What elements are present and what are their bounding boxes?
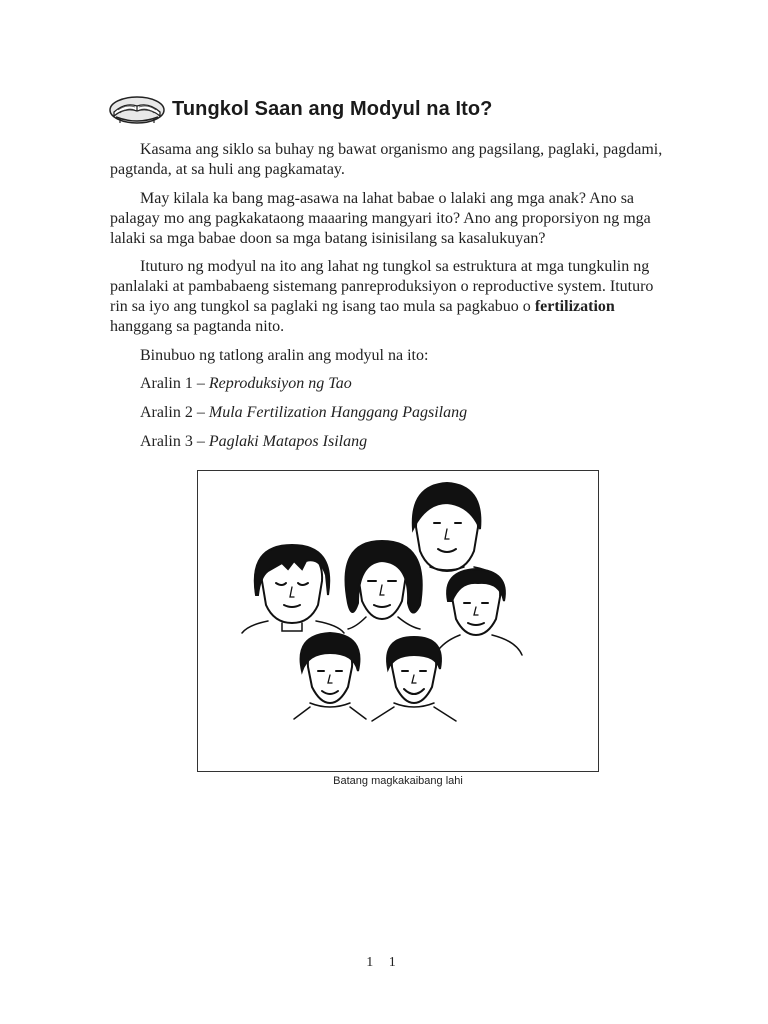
paragraph-2: May kilala ka bang mag-asawa na lahat babae o lalaki ang mga anak? Ano sa palagay mo ang pagkakataong maaaring mangyari ito? Ano ang proporsiyon ng mga lalaki sa mga babae doon sa mga batang isinisilang sa kasalukuyan? (110, 189, 651, 247)
fertilization-term: fertilization (534, 298, 615, 315)
paragraph-3-text: Ituturo ng modyul na ito ang lahat ng tungkol sa estruktura at mga tungkulin ng panlalaki at pambabaeng sistemang panreproduksiyon o reproductive system. Ituturo rin sa iyo ang tungkol sa paglaki ng isang tao mula sa pagkabuo o (110, 258, 654, 315)
module-description (110, 140, 670, 461)
lessons-intro: Binubuo ng tatlong aralin ang modyul na ito: (140, 346, 429, 364)
child-face (346, 541, 422, 629)
lesson-label: Aralin 2 – (140, 404, 205, 421)
lesson-item (140, 432, 670, 451)
lesson-item (140, 403, 670, 422)
section-header (108, 89, 493, 129)
child-face (372, 637, 456, 721)
child-face (242, 545, 344, 633)
paragraph-3-end: hanggang sa pagtanda nito. (110, 318, 285, 335)
paragraph-3 (110, 257, 670, 337)
lesson-title: Reproduksiyon ng Tao (208, 375, 352, 392)
lesson-item (140, 374, 670, 393)
lesson-label: Aralin 1 – (140, 375, 205, 392)
paragraph-1: Kasama ang siklo sa buhay ng bawat organismo ang pagsilang, paglaki, pagdami, pagtanda, at sa huli ang pagkamatay. (110, 141, 663, 178)
page-number: 1 1 (366, 955, 402, 970)
open-book-icon (108, 90, 166, 128)
lesson-title: Paglaki Matapos Isilang (208, 433, 368, 450)
child-face (436, 569, 522, 655)
figure-frame (197, 470, 599, 772)
lesson-label: Aralin 3 – (140, 433, 205, 450)
lesson-title: Mula Fertilization Hanggang Pagsilang (208, 404, 468, 421)
figure-caption: Batang magkakaibang lahi (333, 775, 463, 787)
child-face (294, 633, 366, 719)
lesson-list (110, 374, 670, 451)
page-title: Tungkol Saan ang Modyul na Ito? (172, 97, 493, 120)
children-faces-illustration (198, 471, 598, 771)
